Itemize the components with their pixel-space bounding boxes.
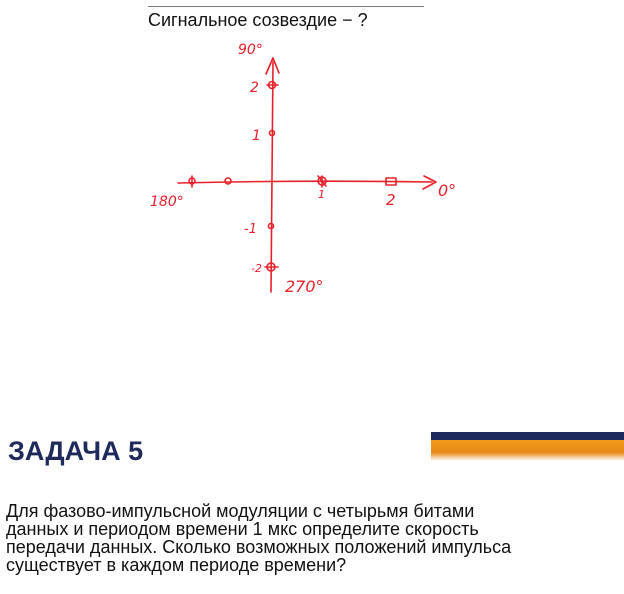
title-decoration bbox=[431, 432, 624, 461]
label-y-neg-2: -2 bbox=[251, 262, 262, 275]
label-180: 180° bbox=[150, 194, 184, 210]
task-body-line: данных и периодом времени 1 мкс определите скорость bbox=[6, 519, 479, 539]
label-x-1: 1 bbox=[318, 188, 325, 201]
y-axis-line bbox=[271, 62, 273, 292]
label-y-2: 2 bbox=[250, 80, 259, 96]
decoration-navy-stripe bbox=[431, 432, 624, 440]
task-title: ЗАДАЧА 5 bbox=[8, 436, 144, 466]
label-y-1: 1 bbox=[252, 128, 261, 144]
task-body-line: передачи данных. Сколько возможных положений импульса bbox=[6, 537, 512, 557]
label-y-neg-1: -1 bbox=[244, 222, 257, 237]
label-x-2: 2 bbox=[386, 191, 396, 209]
point-x-neg-1 bbox=[225, 178, 231, 184]
x-axis-line bbox=[178, 181, 432, 183]
task-body-line: существует в каждом периоде времени? bbox=[6, 555, 347, 575]
label-90: 90° bbox=[238, 42, 263, 58]
task-body-line: Для фазово-импульсной модуляции с четырьмя битами bbox=[6, 501, 475, 521]
label-0: 0° bbox=[438, 181, 457, 200]
decoration-orange-stripe bbox=[431, 440, 624, 461]
task-body bbox=[6, 502, 618, 574]
label-270: 270° bbox=[285, 277, 324, 296]
slide-heading: Сигнальное созвездие − ? bbox=[148, 10, 368, 30]
